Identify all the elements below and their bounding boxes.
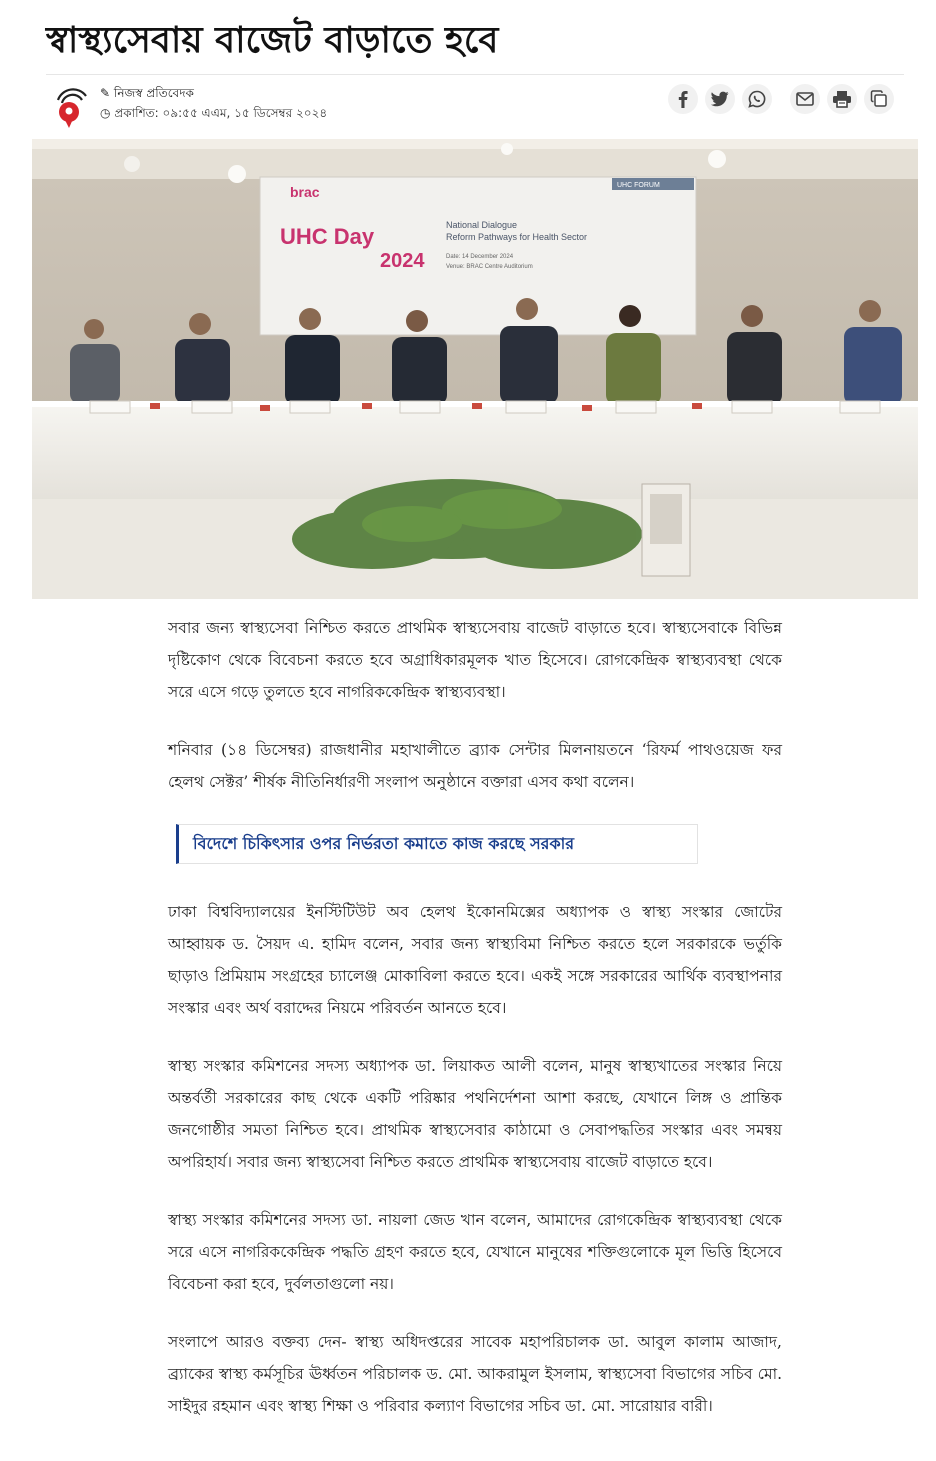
article-paragraph: সবার জন্য স্বাস্থ্যসেবা নিশ্চিত করতে প্রাথমিক স্বাস্থ্যসেবায় বাজেট বাড়াতে হবে। স্বাস্থ্যসেবাকে বিভিন্ন দৃষ্টিকোণ থেকে বিবেচনা করতে হবে অগ্রাধিকারমূলক খাত হিসেবে। রোগকেন্দ্রিক স্বাস্থ্যব্যবস্থা থেকে সরে এসে গড়ে তুলতে হবে নাগরিককেন্দ্রিক স্বাস্থ্যব্যবস্থা। xyxy=(168,619,782,701)
copy-icon xyxy=(870,90,888,108)
banner-subtitle-1: National Dialogue xyxy=(446,220,518,230)
banner-year: 2024 xyxy=(380,250,425,272)
banner-brand: brac xyxy=(290,184,320,200)
article-paragraph: সংলাপে আরও বক্তব্য দেন- স্বাস্থ্য অধিদপ্তরের সাবেক মহাপরিচালক ডা. আবুল কালাম আজাদ, ব্র্যাকের স্বাস্থ্য কর্মসূচির ঊর্ধ্বতন পরিচালক ড. মো. আকরামুল ইসলাম, স্বাস্থ্যসেবা বিভাগের সচিব মো. সাইদুর রহমান এবং স্বাস্থ্য শিক্ষা ও পরিবার কল্যাণ বিভাগের সচিব ডা. মো. সারোয়ার বারী। xyxy=(168,1333,782,1415)
article-paragraph: শনিবার (১৪ ডিসেম্বর) রাজধানীর মহাখালীতে ব্র্যাক সেন্টার মিলনায়তনে ‘রিফর্ম পাথওয়েজ ফর হেলথ সেক্টর’ শীর্ষক নীতিনির্ধারণী সংলাপ অনুষ্ঠানে বক্তারা এসব কথা বলেন। xyxy=(168,741,782,791)
article-paragraph: স্বাস্থ্য সংস্কার কমিশনের সদস্য অধ্যাপক ডা. লিয়াকত আলী বলেন, মানুষ স্বাস্থ্যখাতের সংস্কার নিয়ে অন্তর্বর্তী সরকারের কাছ থেকে একটি পরিষ্কার পথনির্দেশনা আশা করছে, যেখানে লিঙ্গ ও প্রান্তিক জনগোষ্ঠীর সমতা নিশ্চিত হবে। প্রাথমিক স্বাস্থ্যসেবার কাঠামো ও সেবাপদ্ধতির সংস্কার এবং সমন্বয় অপরিহার্য। সবার জন্য স্বাস্থ্যসেবা নিশ্চিত করতে প্রাথমিক স্বাস্থ্যসেবায় বাজেট বাড়াতে হবে। xyxy=(168,1057,782,1171)
related-article-link[interactable] xyxy=(176,824,698,864)
related-article-title[interactable]: বিদেশে চিকিৎসার ওপর নির্ভরতা কমাতে কাজ করছে সরকার xyxy=(193,834,575,853)
banner-venue: Venue: BRAC Centre Auditorium xyxy=(446,264,533,270)
article-body xyxy=(168,612,782,1448)
email-icon xyxy=(796,92,814,106)
share-bar xyxy=(668,84,894,114)
published-date: প্রকাশিত: ০৯:৫৫ এএম, ১৫ ডিসেম্বর ২০২৪ xyxy=(114,106,328,120)
article-paragraph: স্বাস্থ্য সংস্কার কমিশনের সদস্য ডা. নায়লা জেড খান বলেন, আমাদের রোগকেন্দ্রিক স্বাস্থ্যব্যবস্থা থেকে সরে এসে নাগরিককেন্দ্রিক পদ্ধতি গ্রহণ করতে হবে, যেখানে মানুষের শক্তিগুলোকে মূল ভিত্তি হিসেবে বিবেচনা করা হবে, দুর্বলতাগুলো নয়। xyxy=(168,1211,782,1293)
clock-icon: ◷ xyxy=(100,106,111,120)
facebook-share-button[interactable] xyxy=(668,84,698,114)
banner-subtitle-2: Reform Pathways for Health Sector xyxy=(446,232,588,242)
twitter-icon xyxy=(711,91,729,107)
article-photo xyxy=(32,139,918,599)
author-line xyxy=(100,85,194,101)
article-paragraph: ঢাকা বিশ্ববিদ্যালয়ের ইনস্টিটিউট অব হেলথ ইকোনমিক্সের অধ্যাপক ও স্বাস্থ্য সংস্কার জোটের আহ্বায়ক ড. সৈয়দ এ. হামিদ বলেন, সবার জন্য স্বাস্থ্যবিমা নিশ্চিত করতে হলে সরকারকে ভর্তুকি ছাড়াও প্রিমিয়াম সংগ্রহের চ্যালেঞ্জ মোকাবিলা করতে হবে। একই সঙ্গে সরকারের আর্থিক ব্যবস্থাপনার সংস্কার এবং অর্থ বরাদ্দের নিয়মে পরিবর্তন আনতে হবে। xyxy=(168,903,782,1017)
publisher-logo-icon xyxy=(52,86,92,128)
author-name[interactable]: নিজস্ব প্রতিবেদক xyxy=(113,86,194,100)
email-share-button[interactable] xyxy=(790,84,820,114)
banner-title: UHC Day xyxy=(280,224,375,249)
banner-date: Date: 14 December 2024 xyxy=(446,254,514,260)
print-button[interactable] xyxy=(827,84,857,114)
print-icon xyxy=(832,90,852,108)
pencil-icon: ✎ xyxy=(100,86,111,100)
meta-divider xyxy=(46,74,904,75)
published-line xyxy=(100,105,327,121)
whatsapp-icon xyxy=(748,90,766,108)
facebook-icon xyxy=(675,90,691,108)
twitter-share-button[interactable] xyxy=(705,84,735,114)
article-headline: স্বাস্থ্যসেবায় বাজেট বাড়াতে হবে xyxy=(46,19,499,61)
banner-forum: UHC FORUM xyxy=(617,182,660,189)
copy-link-button[interactable] xyxy=(864,84,894,114)
conference-photo-illustration xyxy=(32,139,918,599)
whatsapp-share-button[interactable] xyxy=(742,84,772,114)
